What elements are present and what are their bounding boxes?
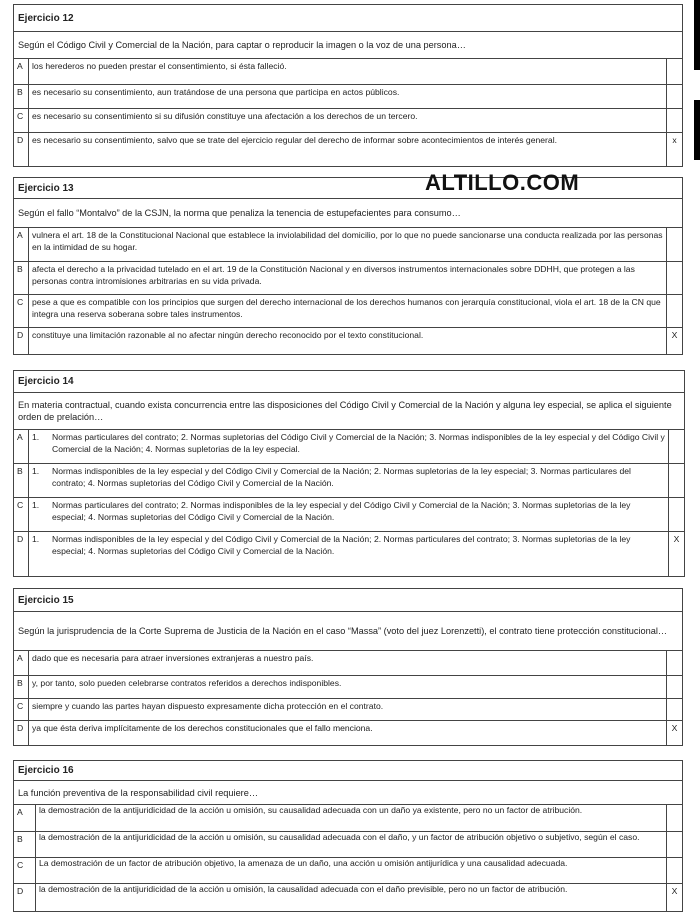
option-content	[29, 498, 669, 531]
option-text: la demostración de la antijuridicidad de la acción u omisión, su causalidad adecuada con el daño, y un factor de atribución objetivo o subjetivo, según el caso.	[36, 832, 667, 857]
option-text: y, por tanto, solo pueden celebrarse contratos referidos a derechos indisponibles.	[29, 676, 667, 698]
answer-mark	[667, 858, 682, 883]
option-text: afecta el derecho a la privacidad tutelado en el art. 19 de la Constitución Nacional y en diversos instrumentos internacionales sobre DDHH, que protegen a las personas contra intromisiones arbitrarias en su vida privada.	[29, 262, 667, 294]
option-letter: B	[14, 262, 29, 294]
option-d[interactable]	[14, 532, 684, 576]
answer-mark	[667, 109, 682, 132]
option-text: dado que es necesaria para atraer inversiones extranjeras a nuestro país.	[29, 651, 667, 675]
option-letter: B	[14, 676, 29, 698]
answer-mark	[667, 805, 682, 831]
answer-mark	[667, 59, 682, 84]
answer-mark	[669, 464, 684, 497]
option-text: Normas particulares del contrato; 2. Normas indisponibles de la ley especial y del Código Civil y Comercial de la Nación; 3. Normas supletorias de la ley especial; 4. Normas supletorias del Código Civil y Comercial de la Nación.	[52, 500, 631, 522]
option-letter: D	[14, 328, 29, 354]
option-c[interactable]	[14, 295, 682, 328]
option-letter: C	[14, 295, 29, 327]
option-letter: A	[14, 651, 29, 675]
option-letter: C	[14, 498, 29, 531]
exercise-title: Ejercicio 16	[14, 761, 682, 781]
option-text: vulnera el art. 18 de la Constitucional Nacional que establece la inviolabilidad del domicilio, por lo que no puede sancionarse una conducta realizada por las personas en la intimidad de su hogar.	[29, 228, 667, 261]
option-letter: A	[14, 228, 29, 261]
option-letter: D	[14, 133, 29, 166]
answer-mark: X	[673, 534, 680, 544]
option-text: ya que ésta deriva implícitamente de los derechos constitucionales que el fallo menciona.	[29, 721, 667, 745]
option-letter: A	[14, 59, 29, 84]
watermark: ALTILLO.COM	[425, 170, 580, 195]
option-b[interactable]	[14, 832, 682, 858]
option-letter: C	[14, 109, 29, 132]
answer-mark	[667, 262, 682, 294]
option-text: pese a que es compatible con los principios que surgen del derecho internacional de los derechos humanos con jerarquía constitucional, viola el art. 18 de la CN que integra una reserva soberana sobre tales instrumentos.	[29, 295, 667, 327]
option-b[interactable]	[14, 85, 682, 109]
option-c[interactable]	[14, 858, 682, 884]
exercise-question: Según el fallo “Montalvo” de la CSJN, la norma que penaliza la tenencia de estupefacientes para consumo…	[14, 199, 682, 228]
option-content	[29, 464, 669, 497]
option-c[interactable]	[14, 498, 684, 532]
exercise-question: Según la jurisprudencia de la Corte Suprema de Justicia de la Nación en el caso “Massa” (voto del juez Lorenzetti), el contrato tiene protección constitucional…	[14, 612, 682, 651]
option-letter: D	[14, 721, 29, 745]
answer-mark: X	[671, 330, 678, 340]
answer-mark	[667, 295, 682, 327]
option-a[interactable]	[14, 651, 682, 676]
option-letter: C	[14, 699, 29, 720]
exercise-title: Ejercicio 13	[14, 178, 682, 199]
option-letter: C	[14, 858, 36, 883]
answer-mark	[667, 85, 682, 108]
option-text: Normas indisponibles de la ley especial y del Código Civil y Comercial de la Nación; 2. Normas supletorias de la ley especial; 3. Normas particulares del contrato; 4. Normas supletorias del Código Civil y Comercial de la Nación.	[52, 466, 631, 488]
answer-mark: X	[671, 886, 678, 896]
answer-mark	[667, 651, 682, 675]
option-text: siempre y cuando las partes hayan dispuesto expresamente dicha protección en el contrato.	[29, 699, 667, 720]
option-text: la demostración de la antijuridicidad de la acción u omisión, su causalidad adecuada con un daño ya existente, pero no un factor de atribución.	[36, 805, 667, 831]
option-c[interactable]	[14, 699, 682, 721]
option-c[interactable]	[14, 109, 682, 133]
option-number: 1.	[32, 432, 40, 442]
option-d[interactable]	[14, 884, 682, 911]
exercise-14	[13, 370, 685, 577]
answer-mark	[667, 676, 682, 698]
exercise-16	[13, 760, 683, 912]
answer-mark: X	[671, 723, 678, 733]
option-letter: A	[14, 805, 36, 831]
answer-mark	[667, 699, 682, 720]
option-number: 1.	[32, 500, 40, 510]
exercise-13	[13, 177, 683, 355]
option-text: constituye una limitación razonable al no afectar ningún derecho reconocido por el texto constitucional.	[29, 328, 667, 354]
option-letter: B	[14, 832, 36, 857]
exercise-title: Ejercicio 12	[14, 5, 682, 32]
option-b[interactable]	[14, 676, 682, 699]
answer-mark	[669, 498, 684, 531]
option-number: 1.	[32, 466, 40, 476]
answer-mark	[667, 832, 682, 857]
option-number: 1.	[32, 534, 40, 544]
exercise-title: Ejercicio 15	[14, 589, 682, 612]
option-d[interactable]	[14, 721, 682, 745]
option-d[interactable]	[14, 328, 682, 354]
option-b[interactable]	[14, 464, 684, 498]
page-edge-bar	[694, 0, 700, 70]
option-content	[29, 532, 669, 576]
option-letter: D	[14, 532, 29, 576]
exercise-question: En materia contractual, cuando exista concurrencia entre las disposiciones del Código Civil y Comercial de la Nación y alguna ley especial, se aplica el siguiente orden de prelación…	[14, 393, 684, 430]
exercise-question: La función preventiva de la responsabilidad civil requiere…	[14, 781, 682, 805]
answer-mark	[667, 228, 682, 261]
option-letter: B	[14, 85, 29, 108]
exercise-15	[13, 588, 683, 746]
exercise-title: Ejercicio 14	[14, 371, 684, 393]
option-text: Normas indisponibles de la ley especial y del Código Civil y Comercial de la Nación; 2. Normas particulares del contrato; 3. Normas supletorias de la ley especial; 4. Normas supletorias del Código Civil y Comercial de la Nación.	[52, 534, 631, 556]
option-text: es necesario su consentimiento, salvo que se trate del ejercicio regular del derecho de informar sobre acontecimientos de interés general.	[29, 133, 667, 166]
answer-mark	[669, 430, 684, 463]
answer-mark: x	[672, 135, 677, 145]
option-text: La demostración de un factor de atribución objetivo, la amenaza de un daño, una acción u omisión antijurídica y una causalidad adecuada.	[36, 858, 667, 883]
option-text: la demostración de la antijuridicidad de la acción u omisión, la causalidad adecuada con el daño previsible, pero no un factor de atribución.	[36, 884, 667, 911]
exercise-12	[13, 4, 683, 167]
option-content	[29, 430, 669, 463]
exercise-question: Según el Código Civil y Comercial de la Nación, para captar o reproducir la imagen o la voz de una persona…	[14, 32, 682, 59]
option-text: los herederos no pueden prestar el consentimiento, si ésta falleció.	[29, 59, 667, 84]
option-b[interactable]	[14, 262, 682, 295]
option-a[interactable]	[14, 59, 682, 85]
page-edge-bar	[694, 100, 700, 160]
option-d[interactable]	[14, 133, 682, 166]
option-text: Normas particulares del contrato; 2. Normas supletorias del Código Civil y Comercial de la Nación; 3. Normas indisponibles de la ley especial y del Código Civil y Comercial de la Nación; 4. Normas supletorias de la ley especial.	[52, 432, 665, 454]
option-letter: B	[14, 464, 29, 497]
option-letter: A	[14, 430, 29, 463]
option-text: es necesario su consentimiento, aun tratándose de una persona que participa en actos públicos.	[29, 85, 667, 108]
option-a[interactable]	[14, 228, 682, 262]
option-letter: D	[14, 884, 36, 911]
option-a[interactable]	[14, 805, 682, 832]
option-text: es necesario su consentimiento si su difusión constituye una afectación a los derechos de un tercero.	[29, 109, 667, 132]
option-a[interactable]	[14, 430, 684, 464]
